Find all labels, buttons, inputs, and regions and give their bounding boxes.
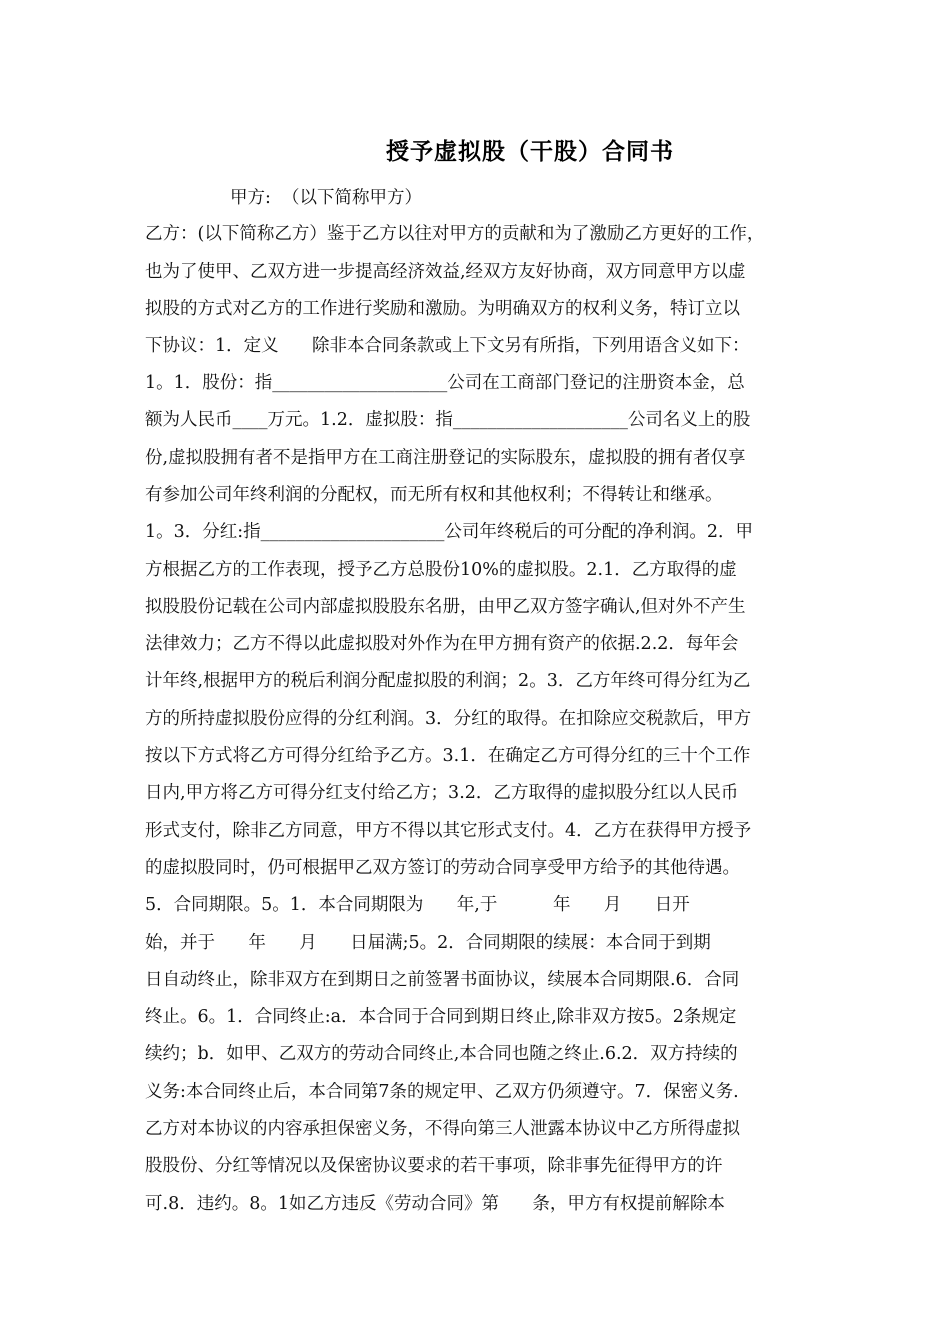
body-line: 可.8．违约。8。1如乙方违反《劳动合同》第 条，甲方有权提前解除本 <box>145 1194 725 1214</box>
body-line: 计年终,根据甲方的税后利润分配虚拟股的利润；2。3．乙方年终可得分红为乙 <box>145 671 751 691</box>
party-a-line: 甲方: （以下简称甲方） <box>230 188 423 208</box>
body-line: 额为人民币____万元。1.2．虚拟股：指____________________公司名义上的股 <box>145 410 751 430</box>
body-line: 份,虚拟股拥有者不是指甲方在工商注册登记的实际股东，虚拟股的拥有者仅享 <box>145 448 746 468</box>
body-line: 股股份、分红等情况以及保密协议要求的若干事项，除非事先征得甲方的许 <box>145 1156 723 1176</box>
body-line: 拟股股份记载在公司内部虚拟股股东名册，由甲乙双方签字确认,但对外不产生 <box>145 597 746 617</box>
body-line: 乙方：(以下简称乙方）鉴于乙方以往对甲方的贡献和为了激励乙方更好的工作， <box>145 224 765 244</box>
body-line: 5．合同期限。5。1．本合同期限为 年,于 年 月 日开 <box>145 895 690 915</box>
body-line: 终止。6。1．合同终止:a．本合同于合同到期日终止,除非双方按5。2条规定 <box>145 1007 737 1027</box>
body-line: 形式支付，除非乙方同意，甲方不得以其它形式支付。4．乙方在获得甲方授予 <box>145 821 752 841</box>
body-line: 方的所持虚拟股份应得的分红利润。3．分红的取得。在扣除应交税款后，甲方 <box>145 709 752 729</box>
body-line: 乙方对本协议的内容承担保密义务，不得向第三人泄露本协议中乙方所得虚拟 <box>145 1119 740 1139</box>
body-line: 有参加公司年终利润的分配权，而无所有权和其他权利；不得转让和继承。 <box>145 485 723 505</box>
body-line: 也为了使甲、乙双方进一步提高经济效益,经双方友好协商，双方同意甲方以虚 <box>145 262 746 282</box>
body-line: 按以下方式将乙方可得分红给予乙方。3.1．在确定乙方可得分红的三十个工作 <box>145 746 751 766</box>
body-line: 日自动终止，除非双方在到期日之前签署书面协议，续展本合同期限.6．合同 <box>145 970 740 990</box>
body-line: 义务:本合同终止后，本合同第7条的规定甲、乙双方仍须遵守。7．保密义务. <box>145 1082 739 1102</box>
body-line: 始，并于 年 月 日届满;5。2．合同期限的续展：本合同于到期 <box>145 933 711 953</box>
body-line: 的虚拟股同时，仍可根据甲乙双方签订的劳动合同享受甲方给予的其他待遇。 <box>145 858 740 878</box>
body-line: 法律效力；乙方不得以此虚拟股对外作为在甲方拥有资产的依据.2.2．每年会 <box>145 634 739 654</box>
body-line: 日内,甲方将乙方可得分红支付给乙方；3.2．乙方取得的虚拟股分红以人民币 <box>145 783 739 803</box>
body-line: 拟股的方式对乙方的工作进行奖励和激励。为明确双方的权利义务，特订立以 <box>145 299 740 319</box>
body-line: 1。1．股份：指____________________公司在工商部门登记的注册资本金，总 <box>145 373 745 393</box>
body-line: 续约；b．如甲、乙双方的劳动合同终止,本合同也随之终止.6.2．双方持续的 <box>145 1044 738 1064</box>
document-title: 授予虚拟股（干股）合同书 <box>386 138 674 165</box>
body-line: 下协议：1．定义 除非本合同条款或上下文另有所指，下列用语含义如下： <box>145 336 750 356</box>
body-line: 方根据乙方的工作表现，授予乙方总股份10%的虚拟股。2.1．乙方取得的虚 <box>145 560 737 580</box>
body-line: 1。3．分红:指_____________________公司年终税后的可分配的净利润。2．甲 <box>145 522 754 542</box>
